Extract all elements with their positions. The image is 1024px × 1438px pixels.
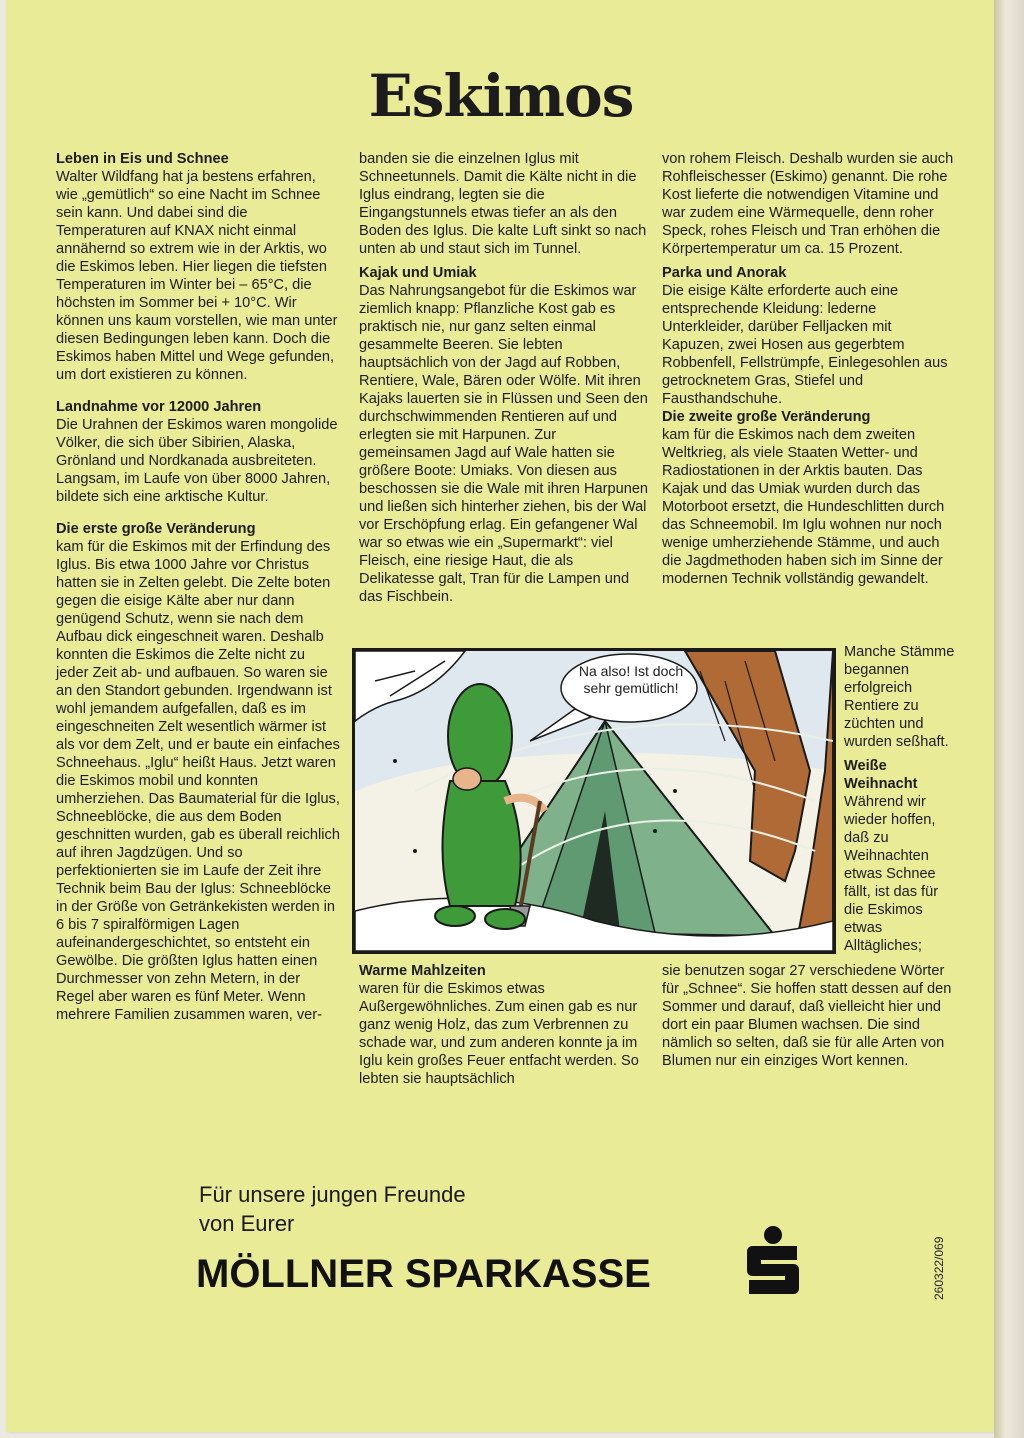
- comic-panel: [352, 648, 836, 954]
- paragraph: Das Nahrungsangebot für die Eskimos war ziemlich knapp: Pflanzliche Kost gab es praktisch nie, nur ganz selten einmal gesammelte Beeren. Sie lebten hauptsächlich von der Jagd auf Robben, Rentiere, Wale, Bären oder Wölfe. Mit ihren Kajaks lauerten sie in Flüssen und Seen den durchschwimmenden Rentieren auf und erlegten sie mit Harpunen. Zur gemeinsamen Jagd auf Wale hatten sie größere Boote: Umiaks. Von diesen aus beschossen sie die Wale mit ihren Harpunen und ließen sich hinterher ziehen, bis der Wal vor Erschöpfung erlag. Ein gefangener Wal war so etwas wie ein „Supermarkt“: viel Fleisch, eine riesige Haut, die als Delikatesse galt, Tran für die Lampen und das Fischbein.: [359, 283, 649, 605]
- text-column-1: [56, 150, 341, 1024]
- heading-weisse-weihnacht: Weiße Weihnacht: [844, 758, 918, 792]
- sparkasse-logo-icon: [743, 1224, 803, 1298]
- paragraph: banden sie die einzelnen Iglus mit Schneetunnels. Damit die Kälte nicht in die Iglus eindrang, legten sie die Eingangstunnels etwas tiefer an als den Boden des Iglus. Die kalte Luft sinkt so nach unten ab und staut sich im Tunnel.: [359, 151, 647, 257]
- paragraph: Walter Wildfang hat ja bestens erfahren, wie „gemütlich“ so eine Nacht im Schnee sein kann. Und dabei sind die Temperaturen auf KNAX nicht einmal annähernd so extrem wie in der Arktis, wo die Eskimos leben. Hier liegen die tiefsten Temperaturen im Winter bei – 65°C, die höchsten im Sommer bei + 10°C. Wir können uns kaum vorstellen, wie man unter diesen Bedingungen leben kann. Doch die Eskimos haben Mittel und Wege gefunden, um dort existieren zu können.: [56, 169, 338, 383]
- footer-line-2: von Eurer: [199, 1211, 295, 1236]
- print-code: 260322/069: [932, 1236, 946, 1300]
- paragraph: Die Urahnen der Eskimos waren mongolide Völker, die sich über Sibirien, Alaska, Grönland und Nordkanada ausbreiteten. Langsam, im Laufe von über 8000 Jahren, bildete sich eine arktische Kultur.: [56, 417, 338, 505]
- paragraph: kam für die Eskimos nach dem zweiten Weltkrieg, als viele Staaten Wetter- und Radiostationen in der Arktis bauten. Das Kajak und das Umiak wurden durch das Motorboot ersetzt, die Hundeschlitten durch das Schneemobil. Im Iglu wohnen nur noch wenige umherziehende Stämme, und auch die Jagdmethoden haben sich im Sinne der modernen Technik vollständig gewandelt.: [662, 427, 945, 587]
- paragraph: waren für die Eskimos etwas Außergewöhnliches. Zum einen gab es nur ganz wenig Holz, das zum Verbrennen zu schade war, und zum anderen konnte ja im Iglu kein großes Feuer entfacht werden. So lebten sie hauptsächlich: [359, 981, 639, 1087]
- speech-bubble-text: Na also! Ist doch sehr gemütlich!: [578, 663, 684, 696]
- magazine-page: [6, 0, 996, 1432]
- heading-landnahme: Landnahme vor 12000 Jahren: [56, 399, 262, 415]
- paragraph: sie benutzen sogar 27 verschiedene Wörter für „Schnee“. Sie hoffen statt dessen auf den Sommer und darauf, daß vielleicht hier und dort ein paar Blumen wachsen. Die sind nämlich so selten, daß sie für alle Arten von Blumen nur ein einziges Wort kennen.: [662, 963, 952, 1069]
- text-column-2: [359, 150, 649, 606]
- heading-zweite-veraenderung: Die zweite große Veränderung: [662, 409, 871, 425]
- heading-warme-mahlzeiten: Warme Mahlzeiten: [359, 963, 486, 979]
- footer-dedication: [199, 1180, 466, 1238]
- heading-leben-in-eis: Leben in Eis und Schnee: [56, 151, 229, 167]
- paragraph: von rohem Fleisch. Deshalb wurden sie auch Rohfleischesser (Eskimo) genannt. Die rohe Kost lieferte die notwendigen Vitamine und war zudem eine Wärmequelle, denn roher Speck, rohes Fleisch und Tran erhöhen die Körpertemperatur um ca. 15 Prozent.: [662, 151, 954, 257]
- heading-erste-veraenderung: Die erste große Veränderung: [56, 521, 256, 537]
- page-edge: [994, 0, 1024, 1438]
- page-title: Eskimos: [368, 62, 634, 130]
- heading-kajak-und-umiak: Kajak und Umiak: [359, 265, 477, 281]
- sparkasse-brand-name: MÖLLNER SPARKASSE: [196, 1252, 651, 1296]
- paragraph: Während wir wieder hoffen, daß zu Weihnachten etwas Schnee fällt, ist das für die Eskimos etwas Alltägliches;: [844, 794, 939, 954]
- paragraph: kam für die Eskimos mit der Erfindung des Iglus. Bis etwa 1000 Jahre vor Christus hatten sie in Zelten gelebt. Die Zelte boten gegen die eisige Kälte aber nur dann genügend Schutz, wenn sie nach dem Aufbau dick eingeschneit waren. Deshalb konnten die Eskimos die Zelte nicht zu jeder Zeit ab- und aufbauen. So waren sie an den Standort gebunden. Irgendwann ist wohl jemandem aufgefallen, daß es im eingeschneiten Zelt wesentlich wärmer ist als vor dem Zelt, und er baute ein einfaches Schneehaus. „Iglu“ heißt Haus. Jetzt waren die Eskimos mobil und konnten umherziehen. Das Baumaterial für die Iglus, Schneeblöcke, die aus dem Boden geschnitten wurden, gab es überall reichlich auf ihren Jagdzügen. Und so perfektionierten sie im Laufe der Zeit ihre Technik beim Bau der Iglus: Schneeblöcke in der Größe von Getränkekisten werden in 6 bis 7 spiralförmigen Lagen aufeinandergeschichtet, so entsteht ein Gewölbe. Die größten Iglus hatten einen Durchmesser von zehn Metern, in der Regel aber waren es fünf Meter. Wenn mehrere Familien zusammen waren, ver-: [56, 539, 340, 1023]
- heading-parka-und-anorak: Parka und Anorak: [662, 265, 787, 281]
- text-column-3: [662, 150, 956, 588]
- text-column-3-lower: [662, 962, 956, 1070]
- text-column-2-lower: [359, 962, 649, 1088]
- paragraph: Die eisige Kälte erforderte auch eine entsprechende Kleidung: lederne Unterkleider, darüber Felljacken mit Kapuzen, zwei Hosen aus gegerbtem Robbenfell, Fellstrümpfe, Einlegesohlen aus getrocknetem Gras, Stiefel und Fausthandschuhe.: [662, 283, 948, 407]
- text-column-3-side: [844, 643, 956, 955]
- paragraph: Manche Stämme begannen erfolgreich Rentiere zu züchten und wurden seßhaft.: [844, 644, 955, 750]
- footer-line-1: Für unsere jungen Freunde: [199, 1182, 466, 1207]
